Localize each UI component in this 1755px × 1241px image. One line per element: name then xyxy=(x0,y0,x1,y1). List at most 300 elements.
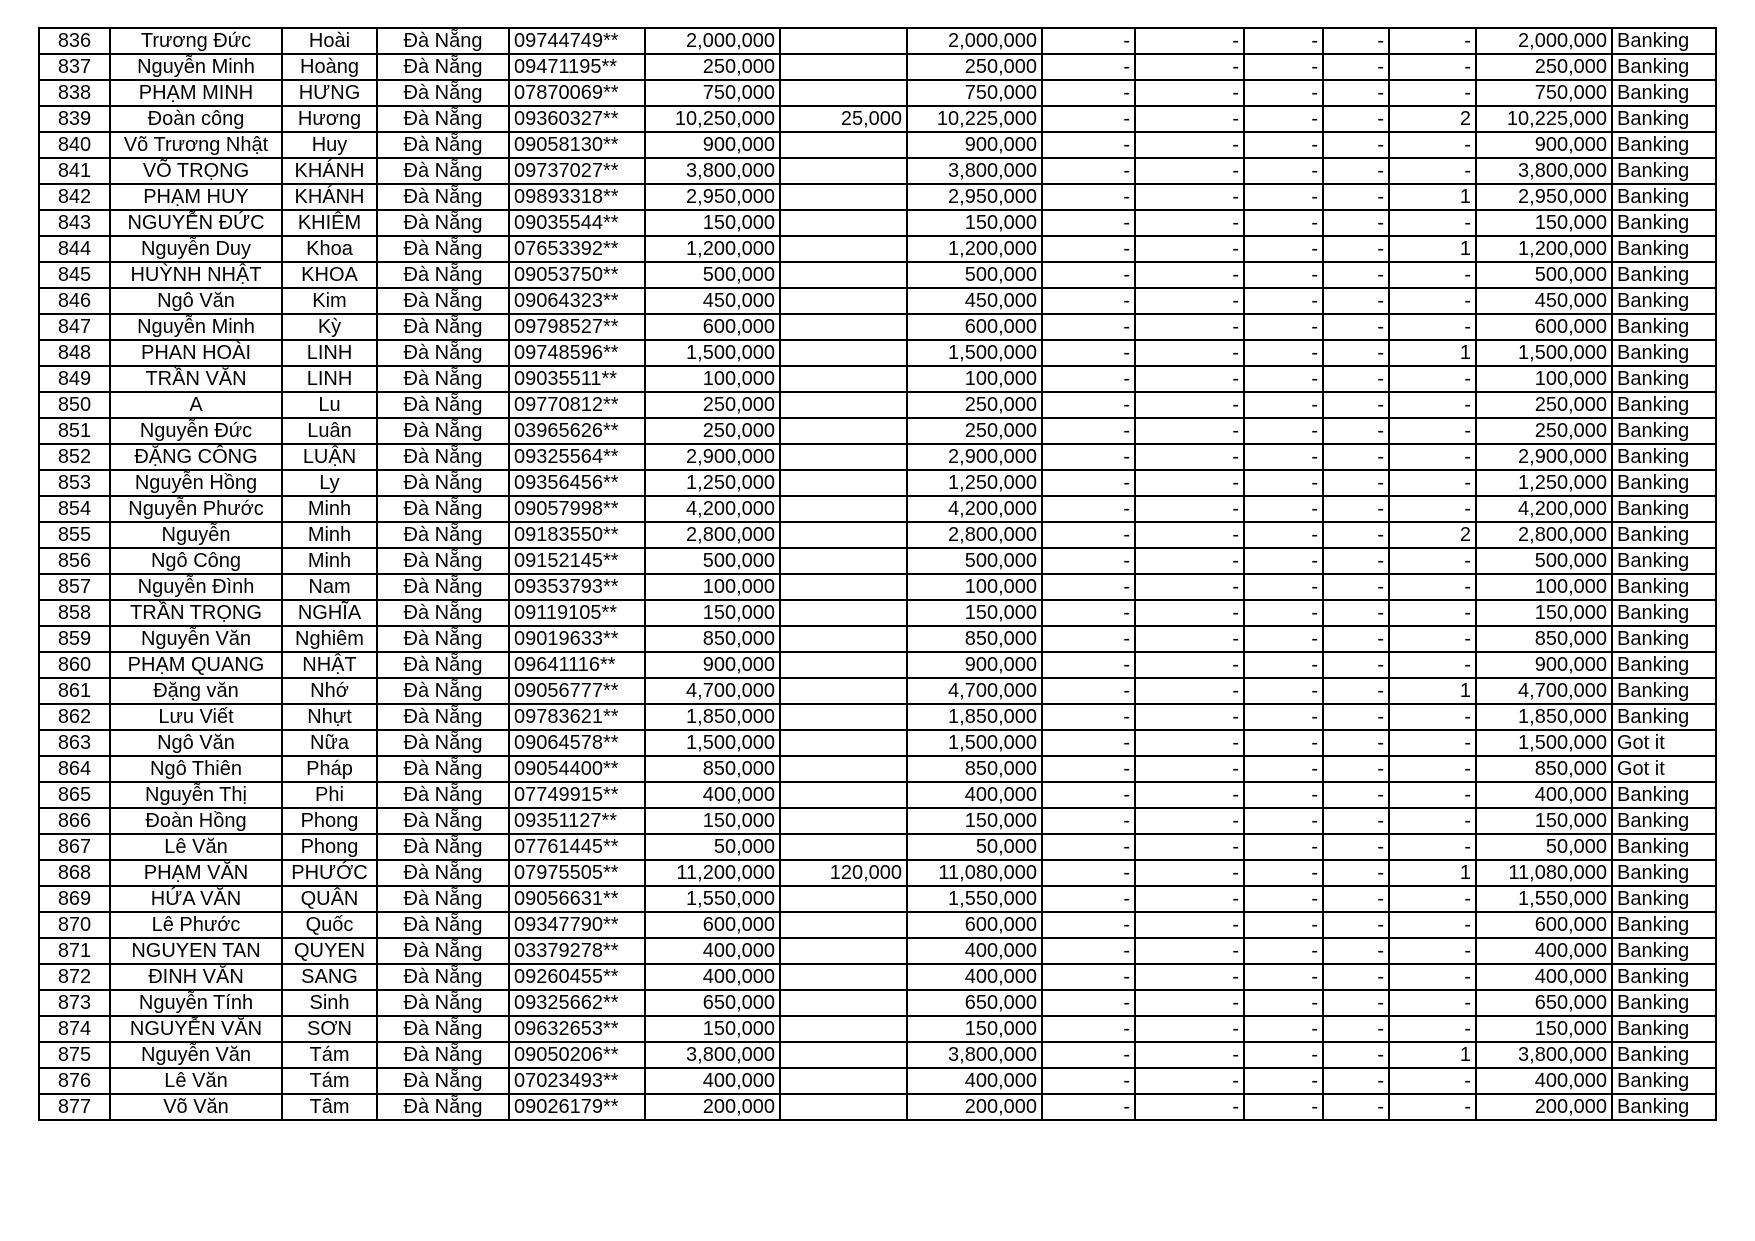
cell-net-amount: 250,000 xyxy=(907,392,1042,418)
cell-col-9: - xyxy=(1042,600,1135,626)
cell-first-name: Minh xyxy=(282,548,377,574)
cell-first-name: Tám xyxy=(282,1068,377,1094)
cell-count: 1 xyxy=(1389,340,1476,366)
cell-count: - xyxy=(1389,314,1476,340)
table-row xyxy=(39,652,1716,678)
cell-last-middle-name: PHẠM VĂN xyxy=(110,860,282,886)
cell-amount: 400,000 xyxy=(645,782,780,808)
cell-city: Đà Nẵng xyxy=(377,158,509,184)
cell-fee xyxy=(780,444,907,470)
cell-phone-masked: 09260455** xyxy=(509,964,645,990)
cell-col-12: - xyxy=(1323,548,1389,574)
cell-fee xyxy=(780,808,907,834)
table-row xyxy=(39,938,1716,964)
cell-fee xyxy=(780,912,907,938)
cell-col-12: - xyxy=(1323,1016,1389,1042)
table-row xyxy=(39,1016,1716,1042)
cell-col-9: - xyxy=(1042,860,1135,886)
cell-col-10: - xyxy=(1135,158,1244,184)
table-row xyxy=(39,522,1716,548)
cell-fee xyxy=(780,288,907,314)
cell-net-amount: 500,000 xyxy=(907,548,1042,574)
cell-col-11: - xyxy=(1244,626,1323,652)
cell-row-number: 866 xyxy=(39,808,110,834)
cell-total: 150,000 xyxy=(1476,210,1612,236)
cell-col-11: - xyxy=(1244,340,1323,366)
cell-count: - xyxy=(1389,262,1476,288)
cell-last-middle-name: Nguyễn Phước xyxy=(110,496,282,522)
table-row xyxy=(39,678,1716,704)
cell-first-name: Ly xyxy=(282,470,377,496)
cell-fee xyxy=(780,678,907,704)
table-row xyxy=(39,106,1716,132)
cell-col-9: - xyxy=(1042,54,1135,80)
cell-fee xyxy=(780,54,907,80)
cell-amount: 100,000 xyxy=(645,366,780,392)
cell-net-amount: 2,900,000 xyxy=(907,444,1042,470)
cell-col-12: - xyxy=(1323,1068,1389,1094)
table-row xyxy=(39,158,1716,184)
cell-phone-masked: 09737027** xyxy=(509,158,645,184)
cell-phone-masked: 09019633** xyxy=(509,626,645,652)
table-row xyxy=(39,548,1716,574)
cell-col-10: - xyxy=(1135,678,1244,704)
cell-last-middle-name: Nguyễn Đức xyxy=(110,418,282,444)
cell-col-9: - xyxy=(1042,288,1135,314)
cell-col-10: - xyxy=(1135,522,1244,548)
cell-first-name: Nhựt xyxy=(282,704,377,730)
cell-phone-masked: 07870069** xyxy=(509,80,645,106)
table-row xyxy=(39,392,1716,418)
cell-row-number: 857 xyxy=(39,574,110,600)
cell-col-11: - xyxy=(1244,990,1323,1016)
cell-row-number: 877 xyxy=(39,1094,110,1120)
cell-amount: 750,000 xyxy=(645,80,780,106)
cell-total: 50,000 xyxy=(1476,834,1612,860)
cell-first-name: Luân xyxy=(282,418,377,444)
cell-payment-method: Banking xyxy=(1612,340,1716,366)
cell-city: Đà Nẵng xyxy=(377,834,509,860)
cell-col-12: - xyxy=(1323,678,1389,704)
table-row xyxy=(39,782,1716,808)
cell-col-10: - xyxy=(1135,782,1244,808)
cell-count: - xyxy=(1389,886,1476,912)
cell-col-9: - xyxy=(1042,808,1135,834)
cell-last-middle-name: Nguyễn xyxy=(110,522,282,548)
cell-first-name: Minh xyxy=(282,496,377,522)
cell-last-middle-name: Nguyễn Tính xyxy=(110,990,282,1016)
cell-last-middle-name: Lê Phước xyxy=(110,912,282,938)
cell-col-9: - xyxy=(1042,990,1135,1016)
table-row xyxy=(39,262,1716,288)
cell-last-middle-name: TRẦN TRỌNG xyxy=(110,600,282,626)
cell-fee xyxy=(780,834,907,860)
cell-last-middle-name: Đặng văn xyxy=(110,678,282,704)
cell-col-9: - xyxy=(1042,28,1135,54)
cell-total: 100,000 xyxy=(1476,366,1612,392)
cell-fee xyxy=(780,756,907,782)
cell-last-middle-name: PHẠM QUANG xyxy=(110,652,282,678)
cell-fee xyxy=(780,990,907,1016)
cell-amount: 1,500,000 xyxy=(645,730,780,756)
cell-fee xyxy=(780,496,907,522)
cell-last-middle-name: Đoàn công xyxy=(110,106,282,132)
cell-col-10: - xyxy=(1135,990,1244,1016)
cell-fee xyxy=(780,210,907,236)
cell-last-middle-name: NGUYEN TAN xyxy=(110,938,282,964)
cell-row-number: 852 xyxy=(39,444,110,470)
cell-phone-masked: 09356456** xyxy=(509,470,645,496)
cell-col-12: - xyxy=(1323,80,1389,106)
cell-fee xyxy=(780,548,907,574)
cell-col-10: - xyxy=(1135,54,1244,80)
cell-col-10: - xyxy=(1135,288,1244,314)
cell-col-11: - xyxy=(1244,574,1323,600)
cell-row-number: 865 xyxy=(39,782,110,808)
cell-phone-masked: 09798527** xyxy=(509,314,645,340)
cell-last-middle-name: Nguyễn Minh xyxy=(110,54,282,80)
cell-city: Đà Nẵng xyxy=(377,522,509,548)
cell-col-12: - xyxy=(1323,444,1389,470)
cell-net-amount: 100,000 xyxy=(907,574,1042,600)
cell-first-name: LINH xyxy=(282,366,377,392)
cell-amount: 2,000,000 xyxy=(645,28,780,54)
cell-last-middle-name: Ngô Văn xyxy=(110,730,282,756)
cell-net-amount: 850,000 xyxy=(907,626,1042,652)
cell-col-11: - xyxy=(1244,600,1323,626)
cell-col-12: - xyxy=(1323,184,1389,210)
cell-first-name: Nghiêm xyxy=(282,626,377,652)
cell-col-12: - xyxy=(1323,314,1389,340)
cell-first-name: HƯNG xyxy=(282,80,377,106)
cell-row-number: 860 xyxy=(39,652,110,678)
cell-count: - xyxy=(1389,54,1476,80)
cell-amount: 3,800,000 xyxy=(645,158,780,184)
cell-last-middle-name: VÕ TRỌNG xyxy=(110,158,282,184)
cell-row-number: 837 xyxy=(39,54,110,80)
cell-payment-method: Banking xyxy=(1612,184,1716,210)
cell-col-11: - xyxy=(1244,444,1323,470)
cell-amount: 500,000 xyxy=(645,548,780,574)
cell-total: 2,800,000 xyxy=(1476,522,1612,548)
cell-col-12: - xyxy=(1323,236,1389,262)
cell-col-11: - xyxy=(1244,80,1323,106)
cell-count: - xyxy=(1389,782,1476,808)
cell-last-middle-name: Ngô Thiên xyxy=(110,756,282,782)
table-row xyxy=(39,54,1716,80)
cell-payment-method: Banking xyxy=(1612,80,1716,106)
cell-city: Đà Nẵng xyxy=(377,418,509,444)
cell-row-number: 873 xyxy=(39,990,110,1016)
cell-payment-method: Banking xyxy=(1612,626,1716,652)
cell-col-12: - xyxy=(1323,652,1389,678)
cell-col-9: - xyxy=(1042,106,1135,132)
cell-col-9: - xyxy=(1042,1068,1135,1094)
cell-col-11: - xyxy=(1244,366,1323,392)
cell-phone-masked: 09050206** xyxy=(509,1042,645,1068)
table-row xyxy=(39,600,1716,626)
cell-row-number: 850 xyxy=(39,392,110,418)
cell-col-11: - xyxy=(1244,470,1323,496)
cell-col-11: - xyxy=(1244,1094,1323,1120)
cell-city: Đà Nẵng xyxy=(377,54,509,80)
cell-count: 2 xyxy=(1389,522,1476,548)
cell-col-10: - xyxy=(1135,652,1244,678)
cell-col-10: - xyxy=(1135,834,1244,860)
cell-total: 900,000 xyxy=(1476,652,1612,678)
cell-amount: 10,250,000 xyxy=(645,106,780,132)
cell-count: - xyxy=(1389,418,1476,444)
cell-last-middle-name: ĐINH VĂN xyxy=(110,964,282,990)
cell-fee xyxy=(780,80,907,106)
cell-amount: 100,000 xyxy=(645,574,780,600)
cell-col-9: - xyxy=(1042,418,1135,444)
cell-city: Đà Nẵng xyxy=(377,1042,509,1068)
cell-total: 450,000 xyxy=(1476,288,1612,314)
cell-last-middle-name: Võ Văn xyxy=(110,1094,282,1120)
cell-first-name: Hương xyxy=(282,106,377,132)
cell-amount: 250,000 xyxy=(645,418,780,444)
cell-net-amount: 2,800,000 xyxy=(907,522,1042,548)
cell-payment-method: Banking xyxy=(1612,54,1716,80)
cell-col-10: - xyxy=(1135,1068,1244,1094)
cell-count: 1 xyxy=(1389,184,1476,210)
cell-col-9: - xyxy=(1042,444,1135,470)
cell-amount: 1,250,000 xyxy=(645,470,780,496)
table-body xyxy=(39,28,1716,1120)
cell-col-11: - xyxy=(1244,678,1323,704)
cell-city: Đà Nẵng xyxy=(377,262,509,288)
cell-fee: 25,000 xyxy=(780,106,907,132)
cell-col-9: - xyxy=(1042,704,1135,730)
cell-count: - xyxy=(1389,756,1476,782)
cell-row-number: 846 xyxy=(39,288,110,314)
cell-row-number: 859 xyxy=(39,626,110,652)
table-row xyxy=(39,704,1716,730)
cell-col-11: - xyxy=(1244,314,1323,340)
cell-col-9: - xyxy=(1042,574,1135,600)
cell-col-12: - xyxy=(1323,600,1389,626)
cell-row-number: 855 xyxy=(39,522,110,548)
cell-net-amount: 900,000 xyxy=(907,132,1042,158)
cell-fee xyxy=(780,236,907,262)
cell-col-9: - xyxy=(1042,626,1135,652)
cell-count: - xyxy=(1389,158,1476,184)
cell-payment-method: Banking xyxy=(1612,288,1716,314)
cell-payment-method: Banking xyxy=(1612,28,1716,54)
cell-last-middle-name: Ngô Văn xyxy=(110,288,282,314)
cell-count: - xyxy=(1389,938,1476,964)
cell-col-12: - xyxy=(1323,28,1389,54)
cell-col-12: - xyxy=(1323,262,1389,288)
cell-col-10: - xyxy=(1135,1042,1244,1068)
cell-col-11: - xyxy=(1244,28,1323,54)
cell-payment-method: Banking xyxy=(1612,912,1716,938)
cell-city: Đà Nẵng xyxy=(377,444,509,470)
cell-col-9: - xyxy=(1042,314,1135,340)
cell-col-11: - xyxy=(1244,860,1323,886)
cell-phone-masked: 09035544** xyxy=(509,210,645,236)
cell-phone-masked: 09183550** xyxy=(509,522,645,548)
cell-col-10: - xyxy=(1135,600,1244,626)
cell-city: Đà Nẵng xyxy=(377,210,509,236)
cell-city: Đà Nẵng xyxy=(377,392,509,418)
cell-col-9: - xyxy=(1042,340,1135,366)
cell-first-name: QUYEN xyxy=(282,938,377,964)
cell-count: - xyxy=(1389,288,1476,314)
cell-net-amount: 150,000 xyxy=(907,210,1042,236)
donation-table xyxy=(38,27,1717,1121)
cell-col-11: - xyxy=(1244,1068,1323,1094)
cell-count: - xyxy=(1389,444,1476,470)
cell-amount: 850,000 xyxy=(645,626,780,652)
cell-payment-method: Got it xyxy=(1612,730,1716,756)
cell-col-11: - xyxy=(1244,522,1323,548)
cell-first-name: QUÂN xyxy=(282,886,377,912)
cell-fee xyxy=(780,730,907,756)
cell-row-number: 858 xyxy=(39,600,110,626)
table-row xyxy=(39,574,1716,600)
table-row xyxy=(39,132,1716,158)
cell-payment-method: Banking xyxy=(1612,886,1716,912)
cell-first-name: Quốc xyxy=(282,912,377,938)
cell-col-9: - xyxy=(1042,912,1135,938)
cell-phone-masked: 09056631** xyxy=(509,886,645,912)
cell-amount: 450,000 xyxy=(645,288,780,314)
cell-col-11: - xyxy=(1244,704,1323,730)
cell-col-11: - xyxy=(1244,782,1323,808)
cell-col-12: - xyxy=(1323,340,1389,366)
cell-fee xyxy=(780,652,907,678)
cell-payment-method: Banking xyxy=(1612,704,1716,730)
table-row xyxy=(39,730,1716,756)
cell-city: Đà Nẵng xyxy=(377,106,509,132)
cell-phone-masked: 09119105** xyxy=(509,600,645,626)
cell-city: Đà Nẵng xyxy=(377,314,509,340)
cell-col-10: - xyxy=(1135,808,1244,834)
cell-first-name: Pháp xyxy=(282,756,377,782)
cell-count: - xyxy=(1389,964,1476,990)
cell-payment-method: Banking xyxy=(1612,366,1716,392)
cell-col-10: - xyxy=(1135,548,1244,574)
cell-col-11: - xyxy=(1244,756,1323,782)
cell-first-name: Phi xyxy=(282,782,377,808)
cell-row-number: 871 xyxy=(39,938,110,964)
cell-col-9: - xyxy=(1042,236,1135,262)
cell-phone-masked: 09035511** xyxy=(509,366,645,392)
cell-last-middle-name: PHAN HOÀI xyxy=(110,340,282,366)
cell-total: 1,550,000 xyxy=(1476,886,1612,912)
cell-col-11: - xyxy=(1244,418,1323,444)
cell-count: - xyxy=(1389,366,1476,392)
cell-col-10: - xyxy=(1135,626,1244,652)
cell-col-10: - xyxy=(1135,418,1244,444)
cell-col-12: - xyxy=(1323,834,1389,860)
cell-count: - xyxy=(1389,652,1476,678)
cell-total: 600,000 xyxy=(1476,912,1612,938)
cell-city: Đà Nẵng xyxy=(377,548,509,574)
cell-city: Đà Nẵng xyxy=(377,288,509,314)
cell-payment-method: Banking xyxy=(1612,444,1716,470)
cell-last-middle-name: NGUYỄN VĂN xyxy=(110,1016,282,1042)
cell-payment-method: Banking xyxy=(1612,210,1716,236)
cell-col-10: - xyxy=(1135,964,1244,990)
cell-col-12: - xyxy=(1323,782,1389,808)
cell-count: - xyxy=(1389,28,1476,54)
cell-count: - xyxy=(1389,730,1476,756)
cell-fee xyxy=(780,704,907,730)
cell-col-10: - xyxy=(1135,80,1244,106)
cell-phone-masked: 07653392** xyxy=(509,236,645,262)
cell-col-12: - xyxy=(1323,470,1389,496)
cell-first-name: NHẬT xyxy=(282,652,377,678)
cell-total: 150,000 xyxy=(1476,600,1612,626)
table-row xyxy=(39,444,1716,470)
cell-col-9: - xyxy=(1042,210,1135,236)
cell-first-name: Kim xyxy=(282,288,377,314)
cell-net-amount: 1,500,000 xyxy=(907,730,1042,756)
cell-col-9: - xyxy=(1042,262,1135,288)
cell-col-12: - xyxy=(1323,990,1389,1016)
cell-col-12: - xyxy=(1323,522,1389,548)
cell-last-middle-name: Đoàn Hồng xyxy=(110,808,282,834)
cell-col-10: - xyxy=(1135,262,1244,288)
cell-city: Đà Nẵng xyxy=(377,886,509,912)
cell-phone-masked: 09770812** xyxy=(509,392,645,418)
cell-count: - xyxy=(1389,1068,1476,1094)
cell-amount: 2,950,000 xyxy=(645,184,780,210)
cell-col-12: - xyxy=(1323,886,1389,912)
cell-phone-masked: 09056777** xyxy=(509,678,645,704)
cell-row-number: 854 xyxy=(39,496,110,522)
cell-city: Đà Nẵng xyxy=(377,704,509,730)
cell-row-number: 856 xyxy=(39,548,110,574)
cell-net-amount: 1,250,000 xyxy=(907,470,1042,496)
cell-row-number: 848 xyxy=(39,340,110,366)
cell-amount: 150,000 xyxy=(645,808,780,834)
cell-last-middle-name: Lê Văn xyxy=(110,1068,282,1094)
cell-col-10: - xyxy=(1135,912,1244,938)
cell-last-middle-name: Nguyễn Văn xyxy=(110,1042,282,1068)
cell-phone-masked: 07749915** xyxy=(509,782,645,808)
cell-last-middle-name: NGUYỄN ĐỨC xyxy=(110,210,282,236)
cell-total: 250,000 xyxy=(1476,418,1612,444)
cell-col-9: - xyxy=(1042,470,1135,496)
cell-phone-masked: 09026179** xyxy=(509,1094,645,1120)
cell-amount: 1,850,000 xyxy=(645,704,780,730)
cell-row-number: 836 xyxy=(39,28,110,54)
cell-amount: 900,000 xyxy=(645,652,780,678)
cell-last-middle-name: PHẠM HUY xyxy=(110,184,282,210)
cell-count: - xyxy=(1389,990,1476,1016)
cell-payment-method: Banking xyxy=(1612,470,1716,496)
cell-total: 150,000 xyxy=(1476,1016,1612,1042)
cell-count: 2 xyxy=(1389,106,1476,132)
cell-last-middle-name: ĐẶNG CÔNG xyxy=(110,444,282,470)
cell-amount: 600,000 xyxy=(645,912,780,938)
cell-row-number: 847 xyxy=(39,314,110,340)
cell-payment-method: Banking xyxy=(1612,964,1716,990)
cell-fee xyxy=(780,964,907,990)
cell-total: 1,200,000 xyxy=(1476,236,1612,262)
cell-payment-method: Banking xyxy=(1612,1016,1716,1042)
table-row xyxy=(39,834,1716,860)
cell-net-amount: 4,200,000 xyxy=(907,496,1042,522)
cell-first-name: KHÁNH xyxy=(282,158,377,184)
cell-phone-masked: 09783621** xyxy=(509,704,645,730)
cell-row-number: 841 xyxy=(39,158,110,184)
cell-count: 1 xyxy=(1389,1042,1476,1068)
